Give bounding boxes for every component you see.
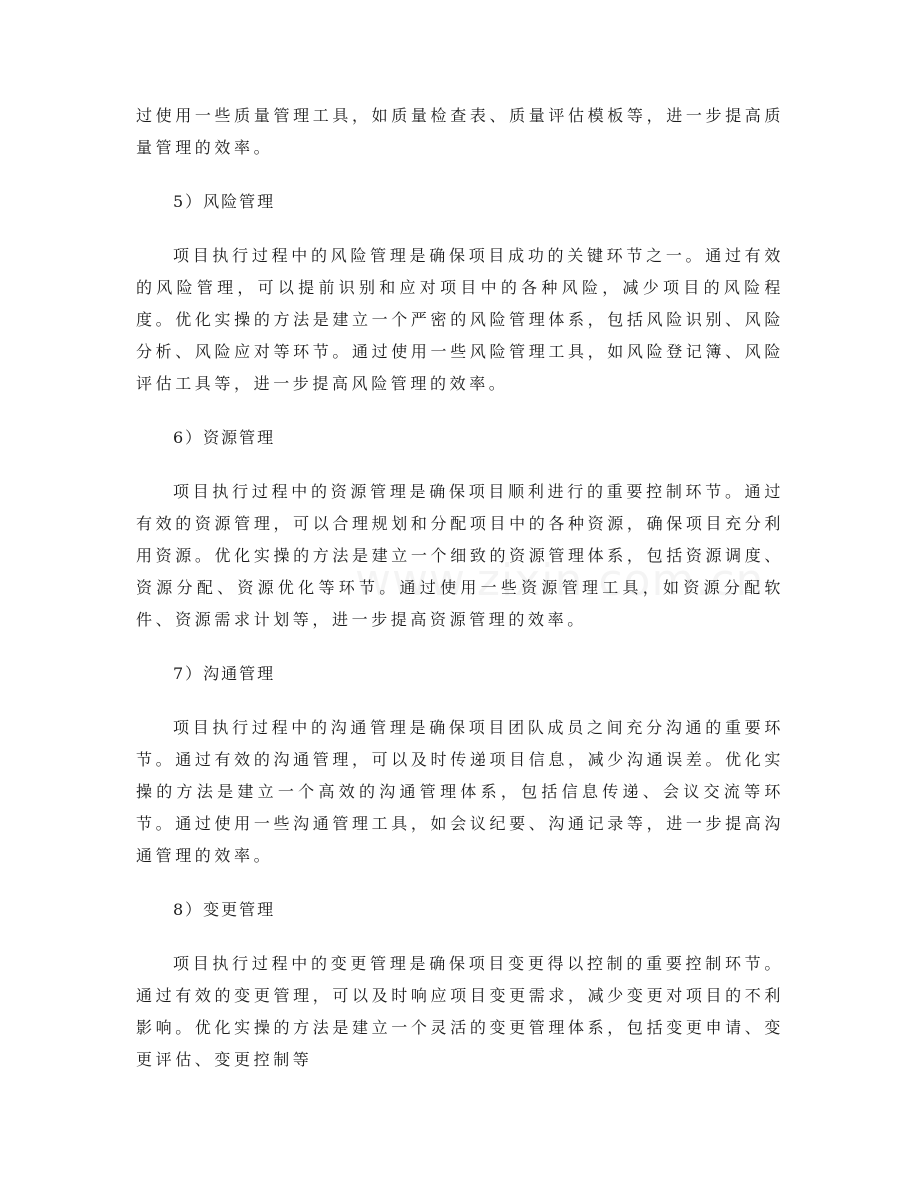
- paragraph-quality-tail: 过使用一些质量管理工具，如质量检查表、质量评估模板等，进一步提高质量管理的效率。: [136, 106, 784, 157]
- heading-communication-management: 7）沟通管理: [173, 664, 276, 683]
- paragraph-risk-management: 项目执行过程中的风险管理是确保项目成功的关键环节之一。通过有效的风险管理，可以提前识别和应对项目中的各种风险，减少项目的风险程度。优化实操的方法是建立一个严密的风险管理体系，包括风险识别、风险分析、风险应对等环节。通过使用一些风险管理工具，如风险登记簿、风险评估工具等，进一步提高风险管理的效率。: [136, 246, 784, 393]
- paragraph-resource-management: 项目执行过程中的资源管理是确保项目顺利进行的重要控制环节。通过有效的资源管理，可以合理规划和分配项目中的各种资源，确保项目充分利用资源。优化实操的方法是建立一个细致的资源管理体系，包括资源调度、资源分配、资源优化等环节。通过使用一些资源管理工具，如资源分配软件、资源需求计划等，进一步提高资源管理的效率。: [136, 482, 784, 629]
- heading-change-management: 8）变更管理: [173, 900, 276, 919]
- heading-resource-management: 6）资源管理: [173, 428, 276, 447]
- heading-risk-management: 5）风险管理: [173, 192, 276, 211]
- document-body: [136, 100, 784, 1076]
- paragraph-communication-management: 项目执行过程中的沟通管理是确保项目团队成员之间充分沟通的重要环节。通过有效的沟通管理，可以及时传递项目信息，减少沟通误差。优化实操的方法是建立一个高效的沟通管理体系，包括信息传递、会议交流等环节。通过使用一些沟通管理工具，如会议纪要、沟通记录等，进一步提高沟通管理的效率。: [136, 718, 784, 865]
- paragraph-change-management: 项目执行过程中的变更管理是确保项目变更得以控制的重要控制环节。通过有效的变更管理，可以及时响应项目变更需求，减少变更对项目的不利影响。优化实操的方法是建立一个灵活的变更管理体系，包括变更申请、变更评估、变更控制等: [136, 954, 784, 1069]
